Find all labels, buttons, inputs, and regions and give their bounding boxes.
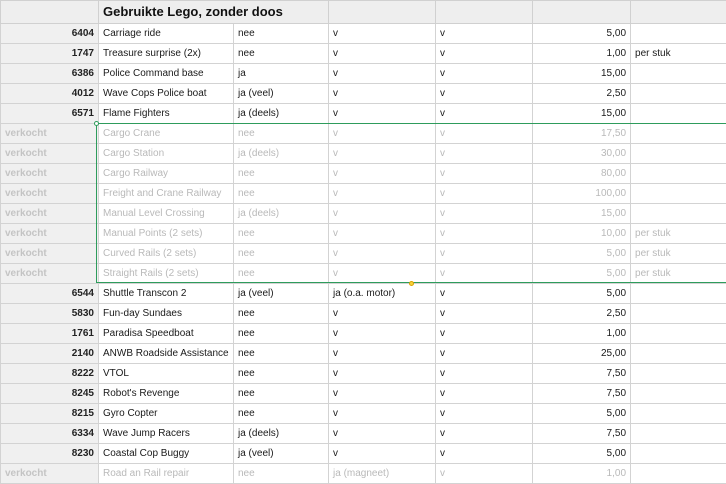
cell-parts[interactable]: nee <box>234 464 329 484</box>
cell-price[interactable]: 15,00 <box>533 204 631 224</box>
cell-name[interactable]: Manual Points (2 sets) <box>99 224 234 244</box>
cell-check[interactable]: v <box>436 244 533 264</box>
cell-parts[interactable]: nee <box>234 244 329 264</box>
cell-parts[interactable]: ja (deels) <box>234 104 329 124</box>
table-row <box>1 84 726 104</box>
cell-check[interactable]: v <box>436 444 533 464</box>
cell-check[interactable]: v <box>436 284 533 304</box>
cell-note[interactable] <box>631 24 726 44</box>
table-row <box>1 264 726 284</box>
cell-id[interactable]: verkocht <box>1 244 99 264</box>
cell-complete[interactable]: v <box>329 44 436 64</box>
cell-name[interactable]: Robot's Revenge <box>99 384 234 404</box>
cell-note[interactable]: per stuk <box>631 264 726 284</box>
cell-parts[interactable]: ja <box>234 64 329 84</box>
cell-name[interactable]: ANWB Roadside Assistance <box>99 344 234 364</box>
cell-check[interactable]: v <box>436 404 533 424</box>
table-row <box>1 204 726 224</box>
table-row <box>1 404 726 424</box>
cell-price[interactable]: 15,00 <box>533 64 631 84</box>
cell-check[interactable]: v <box>436 324 533 344</box>
cell-note[interactable] <box>631 124 726 144</box>
cell-check[interactable]: v <box>436 424 533 444</box>
cell-note[interactable]: per stuk <box>631 44 726 64</box>
cell-id[interactable]: verkocht <box>1 464 99 484</box>
cell-note[interactable] <box>631 324 726 344</box>
cell-id[interactable]: 2140 <box>1 344 99 364</box>
cell-id[interactable]: 8215 <box>1 404 99 424</box>
cell-name[interactable]: Wave Cops Police boat <box>99 84 234 104</box>
cell-check[interactable]: v <box>436 164 533 184</box>
cell-name[interactable]: Carriage ride <box>99 24 234 44</box>
cell-id[interactable]: 5830 <box>1 304 99 324</box>
cell-parts[interactable]: ja (deels) <box>234 144 329 164</box>
table-row <box>1 444 726 464</box>
cell-note[interactable] <box>631 384 726 404</box>
cell-name[interactable]: Flame Fighters <box>99 104 234 124</box>
table-row <box>1 124 726 144</box>
header-cell-empty[interactable] <box>436 1 533 24</box>
cell-parts[interactable]: nee <box>234 344 329 364</box>
cell-parts[interactable]: ja (veel) <box>234 84 329 104</box>
cell-price[interactable]: 5,00 <box>533 244 631 264</box>
cell-check[interactable]: v <box>436 204 533 224</box>
cell-price[interactable]: 7,50 <box>533 364 631 384</box>
cell-note[interactable] <box>631 164 726 184</box>
cell-complete[interactable]: v <box>329 444 436 464</box>
cell-id[interactable]: 8222 <box>1 364 99 384</box>
cell-check[interactable]: v <box>436 344 533 364</box>
cell-price[interactable]: 15,00 <box>533 104 631 124</box>
cell-price[interactable]: 7,50 <box>533 424 631 444</box>
header-cell-empty[interactable] <box>329 1 436 24</box>
cell-parts[interactable]: nee <box>234 264 329 284</box>
cell-price[interactable]: 1,00 <box>533 324 631 344</box>
cell-name[interactable]: Straight Rails (2 sets) <box>99 264 234 284</box>
cell-parts[interactable]: nee <box>234 44 329 64</box>
cell-note[interactable] <box>631 344 726 364</box>
cell-name[interactable]: Cargo Station <box>99 144 234 164</box>
cell-note[interactable]: per stuk <box>631 224 726 244</box>
cell-complete[interactable]: v <box>329 24 436 44</box>
cell-complete[interactable]: ja (magneet) <box>329 464 436 484</box>
cell-note[interactable] <box>631 64 726 84</box>
cell-name[interactable]: Shuttle Transcon 2 <box>99 284 234 304</box>
header-cell-empty[interactable] <box>631 1 726 24</box>
cell-id[interactable]: verkocht <box>1 184 99 204</box>
cell-parts[interactable]: nee <box>234 364 329 384</box>
cell-name[interactable]: Gyro Copter <box>99 404 234 424</box>
cell-name[interactable]: Curved Rails (2 sets) <box>99 244 234 264</box>
cell-name[interactable]: Wave Jump Racers <box>99 424 234 444</box>
header-cell-empty[interactable] <box>1 1 99 24</box>
cell-parts[interactable]: nee <box>234 304 329 324</box>
cell-name[interactable]: Freight and Crane Railway <box>99 184 234 204</box>
cell-note[interactable] <box>631 364 726 384</box>
cell-id[interactable]: 1761 <box>1 324 99 344</box>
table-row <box>1 224 726 244</box>
cell-check[interactable]: v <box>436 84 533 104</box>
cell-complete[interactable]: v <box>329 84 436 104</box>
cell-complete[interactable]: v <box>329 424 436 444</box>
cell-id[interactable]: 6571 <box>1 104 99 124</box>
table-title-row <box>1 1 726 24</box>
cell-id[interactable]: 8230 <box>1 444 99 464</box>
cell-note[interactable] <box>631 444 726 464</box>
cell-complete[interactable]: v <box>329 264 436 284</box>
cell-name[interactable]: Manual Level Crossing <box>99 204 234 224</box>
table-row <box>1 64 726 84</box>
cell-note[interactable] <box>631 144 726 164</box>
cell-name[interactable]: Paradisa Speedboat <box>99 324 234 344</box>
table-row <box>1 184 726 204</box>
cell-complete[interactable]: v <box>329 104 436 124</box>
cell-parts[interactable]: nee <box>234 184 329 204</box>
cell-note[interactable] <box>631 304 726 324</box>
table-row <box>1 104 726 124</box>
cell-complete[interactable]: v <box>329 384 436 404</box>
cell-id[interactable]: verkocht <box>1 164 99 184</box>
table-row <box>1 244 726 264</box>
cell-complete[interactable]: v <box>329 344 436 364</box>
cell-price[interactable]: 5,00 <box>533 24 631 44</box>
cell-name[interactable]: Road an Rail repair <box>99 464 234 484</box>
header-cell-empty[interactable] <box>533 1 631 24</box>
table-row <box>1 164 726 184</box>
cell-check[interactable]: v <box>436 124 533 144</box>
cell-complete[interactable]: v <box>329 244 436 264</box>
sheet-title[interactable]: Gebruikte Lego, zonder doos <box>99 1 329 24</box>
cell-id[interactable]: 4012 <box>1 84 99 104</box>
cell-complete[interactable]: v <box>329 404 436 424</box>
cell-complete[interactable]: v <box>329 144 436 164</box>
cell-check[interactable]: v <box>436 104 533 124</box>
cell-parts[interactable]: nee <box>234 324 329 344</box>
cell-id[interactable]: 8245 <box>1 384 99 404</box>
selection-handle-top[interactable] <box>94 121 99 126</box>
cell-complete[interactable]: v <box>329 124 436 144</box>
cell-complete[interactable]: v <box>329 204 436 224</box>
cell-parts[interactable]: ja (deels) <box>234 204 329 224</box>
cell-id[interactable]: verkocht <box>1 224 99 244</box>
cell-id[interactable]: verkocht <box>1 204 99 224</box>
table-row <box>1 344 726 364</box>
cell-price[interactable]: 5,00 <box>533 264 631 284</box>
cell-price[interactable]: 2,50 <box>533 304 631 324</box>
table-row <box>1 384 726 404</box>
cell-price[interactable]: 1,00 <box>533 44 631 64</box>
cell-price[interactable]: 100,00 <box>533 184 631 204</box>
cell-price[interactable]: 10,00 <box>533 224 631 244</box>
cell-parts[interactable]: nee <box>234 404 329 424</box>
cell-name[interactable]: VTOL <box>99 364 234 384</box>
cell-parts[interactable]: nee <box>234 164 329 184</box>
selection-resize-handle[interactable] <box>409 281 414 286</box>
cell-price[interactable]: 5,00 <box>533 284 631 304</box>
cell-complete[interactable]: v <box>329 324 436 344</box>
cell-price[interactable]: 2,50 <box>533 84 631 104</box>
cell-check[interactable]: v <box>436 184 533 204</box>
table-row <box>1 24 726 44</box>
cell-parts[interactable]: nee <box>234 124 329 144</box>
cell-check[interactable]: v <box>436 44 533 64</box>
cell-price[interactable]: 5,00 <box>533 444 631 464</box>
cell-price[interactable]: 7,50 <box>533 384 631 404</box>
cell-note[interactable] <box>631 404 726 424</box>
cell-parts[interactable]: ja (veel) <box>234 444 329 464</box>
table-row <box>1 284 726 304</box>
cell-note[interactable] <box>631 184 726 204</box>
cell-price[interactable]: 25,00 <box>533 344 631 364</box>
cell-check[interactable]: v <box>436 384 533 404</box>
cell-parts[interactable]: ja (deels) <box>234 424 329 444</box>
cell-complete[interactable]: v <box>329 304 436 324</box>
cell-name[interactable]: Treasure surprise (2x) <box>99 44 234 64</box>
cell-name[interactable]: Cargo Railway <box>99 164 234 184</box>
table-row <box>1 144 726 164</box>
cell-complete[interactable]: v <box>329 224 436 244</box>
cell-note[interactable] <box>631 284 726 304</box>
cell-id[interactable]: verkocht <box>1 144 99 164</box>
cell-check[interactable]: v <box>436 304 533 324</box>
cell-price[interactable]: 5,00 <box>533 404 631 424</box>
cell-name[interactable]: Police Command base <box>99 64 234 84</box>
cell-complete[interactable]: v <box>329 64 436 84</box>
table-row <box>1 44 726 64</box>
cell-complete[interactable]: v <box>329 364 436 384</box>
cell-complete[interactable]: v <box>329 184 436 204</box>
cell-note[interactable] <box>631 84 726 104</box>
cell-price[interactable]: 17,50 <box>533 124 631 144</box>
cell-check[interactable]: v <box>436 464 533 484</box>
table-row <box>1 304 726 324</box>
table-row <box>1 364 726 384</box>
cell-price[interactable]: 1,00 <box>533 464 631 484</box>
cell-name[interactable]: Cargo Crane <box>99 124 234 144</box>
cell-parts[interactable]: ja (veel) <box>234 284 329 304</box>
cell-name[interactable]: Coastal Cop Buggy <box>99 444 234 464</box>
cell-parts[interactable]: nee <box>234 24 329 44</box>
table-row <box>1 324 726 344</box>
cell-check[interactable]: v <box>436 24 533 44</box>
cell-id[interactable]: 6386 <box>1 64 99 84</box>
cell-price[interactable]: 30,00 <box>533 144 631 164</box>
cell-check[interactable]: v <box>436 364 533 384</box>
cell-complete[interactable]: v <box>329 164 436 184</box>
cell-note[interactable] <box>631 104 726 124</box>
cell-id[interactable]: 6334 <box>1 424 99 444</box>
cell-parts[interactable]: nee <box>234 384 329 404</box>
cell-check[interactable]: v <box>436 224 533 244</box>
cell-id[interactable]: verkocht <box>1 264 99 284</box>
cell-id[interactable]: 6544 <box>1 284 99 304</box>
cell-complete[interactable]: ja (o.a. motor) <box>329 284 436 304</box>
table-row <box>1 424 726 444</box>
cell-note[interactable] <box>631 204 726 224</box>
cell-parts[interactable]: nee <box>234 224 329 244</box>
cell-id[interactable]: 6404 <box>1 24 99 44</box>
cell-id[interactable]: 1747 <box>1 44 99 64</box>
cell-price[interactable]: 80,00 <box>533 164 631 184</box>
cell-name[interactable]: Fun-day Sundaes <box>99 304 234 324</box>
cell-note[interactable]: per stuk <box>631 244 726 264</box>
cell-check[interactable]: v <box>436 264 533 284</box>
cell-check[interactable]: v <box>436 64 533 84</box>
cell-note[interactable] <box>631 424 726 444</box>
cell-check[interactable]: v <box>436 144 533 164</box>
cell-id[interactable]: verkocht <box>1 124 99 144</box>
